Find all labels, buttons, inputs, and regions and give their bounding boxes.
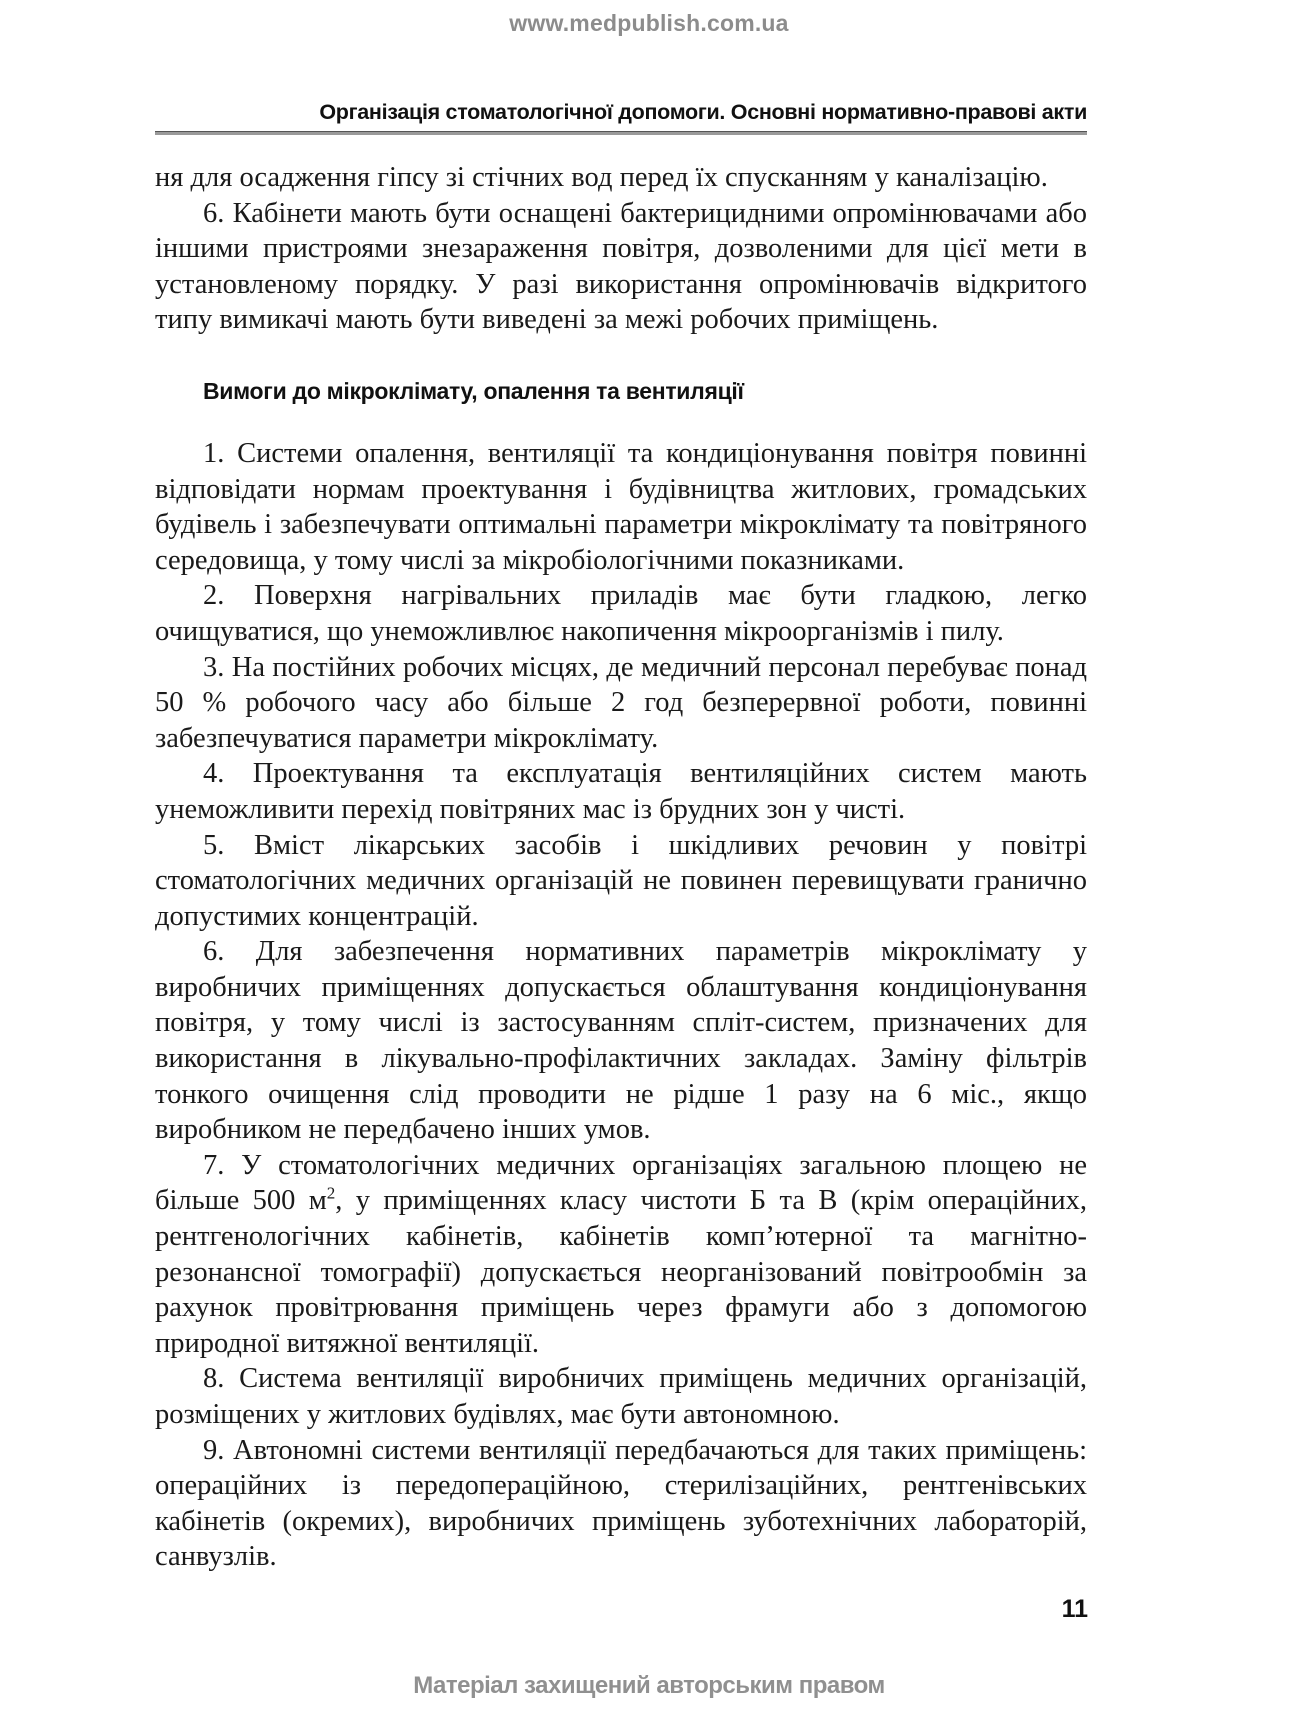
paragraph-item-6: 6. Для забезпечення нормативних параметрів мікроклімату у виробничих приміщеннях допускається облаштування кондиціонування повітря, у тому числі із застосуванням спліт-систем, призначених для використання в лікувально-профілактичних закладах. Заміну фільтрів тонкого очищення слід проводити не рідше 1 разу на 6 міс., якщо виробником не передбачено інших умов. [155,936,1087,1146]
copyright-footer: Матеріал захищений авторським правом [413,1672,885,1699]
paragraph-item-7 [155,1148,1087,1362]
header-rule [155,131,1087,135]
paragraph-item-3: 3. На постійних робочих місцях, де медичний персонал перебуває понад 50 % робочого часу або більше 2 год безперервної роботи, повинні забезпечуватися параметри мікроклімату. [155,651,1087,754]
paragraph-item-7-part-1: 7. У стоматологічних медичних організаціях загальною площею не більше 500 м [155,1149,1087,1217]
paragraph-item-1: 1. Системи опалення, вентиляції та кондиціонування повітря повинні відповідати нормам проектування і будівництва житлових, громадських будівель і забезпечувати оптимальні параметри мікроклімату та повітряного середовища, у тому числі за мікробіологічними показниками. [155,437,1087,576]
site-url-watermark: www.medpublish.com.ua [509,10,789,36]
section-title: Вимоги до мікроклімату, опалення та вентиляції [203,377,744,404]
paragraph-item-5: 5. Вміст лікарських засобів і шкідливих речовин у повітрі стоматологічних медичних організацій не повинен перевищувати гранично допустимих концентрацій. [155,829,1087,932]
paragraph-item-7-part-2: , у приміщеннях класу чистоти Б та В (крім операційних, рентгенологічних кабінетів, кабінетів комп’ютерної та магнітно-резонансної томографії) допускається неорганізований повітрообмін за рахунок провітрювання приміщень через фрамуги або з допомогою природної витяжної вентиляції. [155,1185,1087,1359]
superscript-square: 2 [326,1183,336,1203]
paragraph-continuation: ня для осадження гіпсу зі стічних вод перед їх спусканням у каналізацію. [155,162,1048,193]
page-content [155,160,1087,1575]
paragraph-item-6-irradiators: 6. Кабінети мають бути оснащені бактерицидними опромінювачами або іншими пристроями знезараження повітря, дозволеними для цієї мети в установленому порядку. У разі використання опромінювачів відкритого типу вимикачі мають бути виведені за межі робочих приміщень. [155,197,1087,336]
page-number: 11 [1061,1595,1088,1623]
paragraph-item-8: 8. Система вентиляції виробничих приміщень медичних організацій, розміщених у житлових будівлях, має бути автономною. [155,1363,1087,1430]
paragraph-item-9: 9. Автономні системи вентиляції передбачаються для таких приміщень: операційних із передопераційною, стерилізаційних, рентгенівських кабінетів (окремих), виробничих приміщень зуботехнічних лабораторій, санвузлів. [155,1434,1087,1573]
running-header: Організація стоматологічної допомоги. Основні нормативно-правові акти [319,100,1087,124]
paragraph-item-4: 4. Проектування та експлуатація вентиляційних систем мають унеможливити перехід повітряних мас із брудних зон у чисті. [155,758,1087,825]
paragraph-item-2: 2. Поверхня нагрівальних приладів має бути гладкою, легко очищуватися, що унеможливлює накопичення мікроорганізмів і пилу. [155,580,1087,647]
